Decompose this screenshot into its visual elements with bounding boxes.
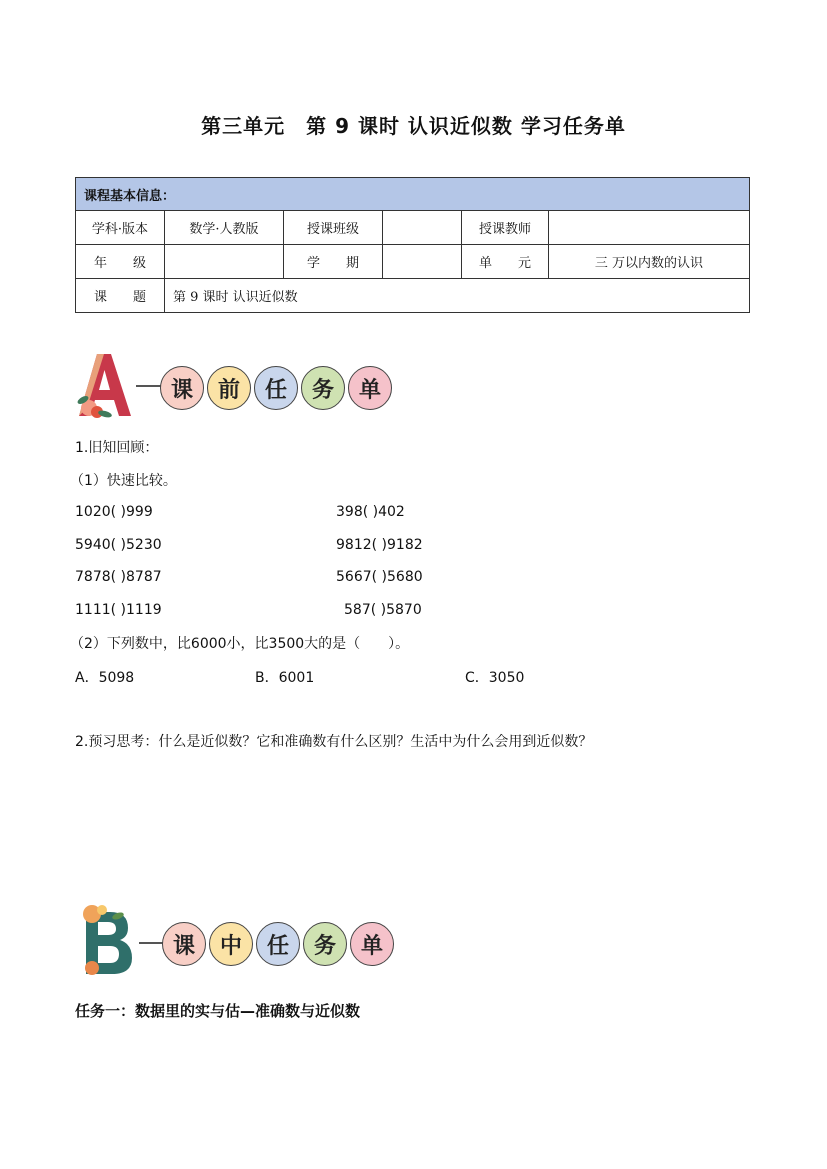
banner-a-char-2: 前 xyxy=(207,366,251,410)
comparison-left-4: 1111( )1119 xyxy=(75,602,162,618)
cell-grade-value xyxy=(165,245,284,279)
q1-part2: （2）下列数中，比6000小，比3500大的是（ ）。 xyxy=(70,636,410,652)
page-title: 第三单元 第 9 课时 认识近似数 学习任务单 xyxy=(201,114,626,138)
cell-term-value xyxy=(383,245,462,279)
cell-subject-value: 数学·人教版 xyxy=(165,211,284,245)
banner-a-char-5: 单 xyxy=(348,366,392,410)
cell-teacher-label: 授课教师 xyxy=(462,211,549,245)
q1-part1: （1）快速比较。 xyxy=(70,473,177,489)
comparison-right-4: 587( )5870 xyxy=(344,602,422,618)
cell-class-value xyxy=(383,211,462,245)
comparison-right-2: 9812( )9182 xyxy=(336,537,423,553)
banner-b-char-2: 中 xyxy=(209,922,253,966)
banner-b-char-4: 务 xyxy=(303,922,347,966)
letter-a-icon xyxy=(75,350,137,420)
comparison-right-3: 5667( )5680 xyxy=(336,569,423,585)
cell-unit-label: 单 元 xyxy=(462,245,549,279)
option-b: B．6001 xyxy=(255,670,315,686)
cell-topic-value: 第 9 课时 认识近似数 xyxy=(165,279,750,313)
banner-a-char-3: 任 xyxy=(254,366,298,410)
comparison-left-2: 5940( )5230 xyxy=(75,537,162,553)
cell-subject-label: 学科·版本 xyxy=(76,211,165,245)
cell-term-label: 学 期 xyxy=(284,245,383,279)
q1-heading: 1.旧知回顾： xyxy=(75,440,159,456)
cell-teacher-value xyxy=(549,211,750,245)
option-c: C．3050 xyxy=(465,670,525,686)
banner-a-char-4: 务 xyxy=(301,366,345,410)
q2-text: 2.预习思考：什么是近似数？它和准确数有什么区别？生活中为什么会用到近似数？ xyxy=(75,734,593,750)
banner-a-char-1: 课 xyxy=(160,366,204,410)
comparison-left-3: 7878( )8787 xyxy=(75,569,162,585)
comparison-left-1: 1020( )999 xyxy=(75,504,153,520)
banner-b-char-1: 课 xyxy=(162,922,206,966)
task1-heading: 任务一：数据里的实与估—准确数与近似数 xyxy=(75,1002,361,1020)
cell-grade-label: 年 级 xyxy=(76,245,165,279)
option-a: A．5098 xyxy=(75,670,135,686)
cell-unit-value: 三 万以内数的认识 xyxy=(549,245,750,279)
banner-b-char-5: 单 xyxy=(350,922,394,966)
course-info-table xyxy=(75,177,750,313)
comparison-right-1: 398( )402 xyxy=(336,504,405,520)
banner-b-char-3: 任 xyxy=(256,922,300,966)
cell-topic-label: 课 题 xyxy=(76,279,165,313)
letter-b-icon xyxy=(78,904,140,976)
cell-class-label: 授课班级 xyxy=(284,211,383,245)
course-info-header: 课程基本信息： xyxy=(76,178,750,211)
